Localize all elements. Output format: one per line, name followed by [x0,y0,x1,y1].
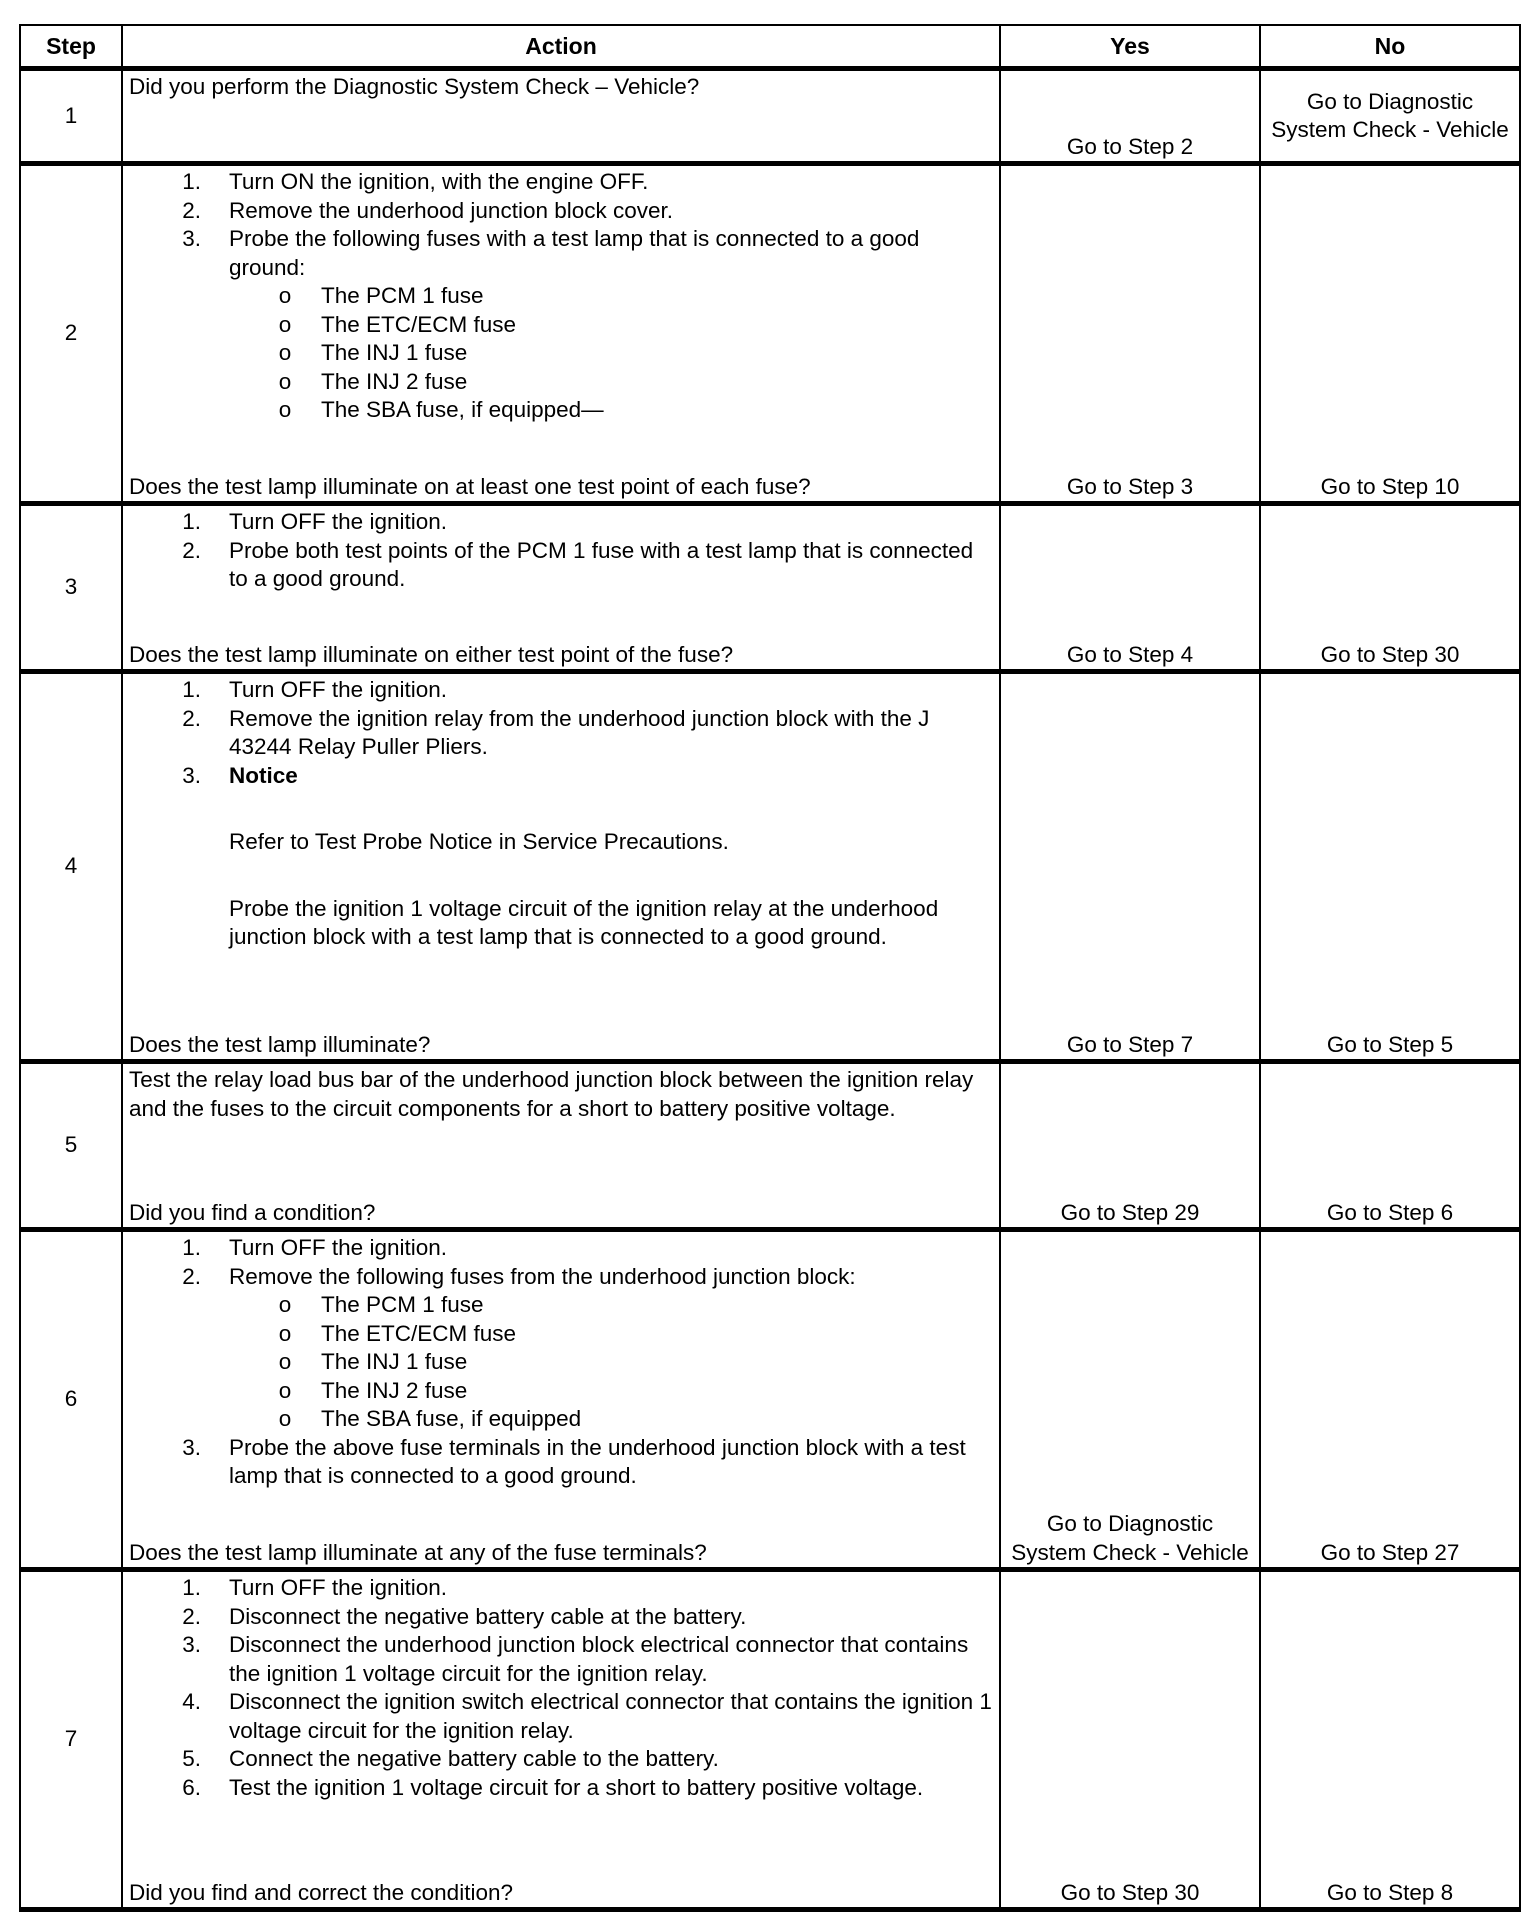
table-row [20,672,1520,1062]
list-item: o The PCM 1 fuse [278,283,484,308]
header-step: Step [20,25,122,69]
step-number: 5 [20,1062,122,1230]
step-number: 6 [20,1230,122,1570]
no-cell: Go to Step 10 [1260,164,1520,504]
instruction-list [129,1574,993,1802]
list-item: 1. Turn OFF the ignition. [182,509,448,534]
yes-cell: Go to Step 30 [1000,1570,1260,1910]
table-row [20,69,1520,164]
list-item: 4. Disconnect the ignition switch electrical connector that contains the ignition 1 voltage circuit for the ignition relay. [182,1689,992,1743]
table-header-row [20,25,1520,69]
list-item: 1. Turn OFF the ignition. [182,1575,448,1600]
list-item: 2. Remove the underhood junction block cover. [182,197,674,223]
list-item: 3. Disconnect the underhood junction block electrical connector that contains the ignition 1 voltage circuit for the ignition relay. [182,1632,969,1686]
action-question: Does the test lamp illuminate on either test point of the fuse? [129,641,734,667]
list-item: 1. Turn ON the ignition, with the engine OFF. [182,169,649,194]
yes-cell: Go to Step 4 [1000,504,1260,672]
list-item: 1. Turn OFF the ignition. [182,677,448,702]
action-question: Did you find and correct the condition? [129,1879,513,1905]
step-number: 3 [20,504,122,672]
probe-instruction: Probe the ignition 1 voltage circuit of the ignition relay at the underhood junction block with a test lamp that is connected to a good ground. [229,895,939,949]
action-question: Did you perform the Diagnostic System Check – Vehicle? [129,74,700,99]
list-item: o The INJ 2 fuse [278,368,468,394]
no-cell: Go to Step 6 [1260,1062,1520,1230]
list-item: 2. Remove the following fuses from the underhood junction block: o The PCM 1 fuse o The ETC/ECM fuse o The INJ 1 fuse o The INJ 2 fuse o The SBA fuse, if equipped [129,1263,993,1434]
no-cell: Go to Step 8 [1260,1570,1520,1910]
action-question: Did you find a condition? [129,1199,376,1225]
header-yes: Yes [1000,25,1260,69]
no-cell: Go to Step 30 [1260,504,1520,672]
list-item: 5. Connect the negative battery cable to the battery. [182,1746,719,1771]
yes-cell: Go to Step 2 [1000,69,1260,164]
fuse-list [229,282,993,425]
no-cell: Go to Diagnostic System Check - Vehicle [1260,69,1520,164]
action-cell [122,1230,1000,1570]
diagnostic-table [19,24,1521,1912]
action-cell [122,1062,1000,1230]
instruction-list [129,1234,993,1491]
list-item: o The PCM 1 fuse [278,1292,484,1317]
yes-cell: Go to Diagnostic System Check - Vehicle [1000,1230,1260,1570]
list-item: 1. Turn OFF the ignition. [182,1235,448,1260]
list-item: o The INJ 1 fuse [278,1349,468,1374]
step-number: 2 [20,164,122,504]
instruction-list [129,676,993,790]
list-item: o The INJ 1 fuse [278,340,468,365]
list-item: o The SBA fuse, if equipped— [278,397,604,422]
list-item: 2. Probe both test points of the PCM 1 fuse with a test lamp that is connected to a good ground. [182,537,974,591]
header-no: No [1260,25,1520,69]
list-item: 3. Notice [182,762,298,788]
list-item: 3. Probe the following fuses with a test lamp that is connected to a good ground: o The PCM 1 fuse o The ETC/ECM fuse o The INJ 1 fuse o The INJ 2 fuse o The SBA fuse, if equipped— [129,225,993,425]
step-number: 4 [20,672,122,1062]
yes-cell: Go to Step 29 [1000,1062,1260,1230]
action-cell [122,672,1000,1062]
instruction-list [129,168,993,425]
list-item: 2. Remove the ignition relay from the underhood junction block with the J 43244 Relay Puller Pliers. [182,705,930,759]
action-instruction: Test the relay load bus bar of the underhood junction block between the ignition relay and the fuses to the circuit components for a short to battery positive voltage. [129,1067,974,1121]
table-row [20,1570,1520,1910]
action-cell [122,504,1000,672]
table-row [20,504,1520,672]
yes-cell: Go to Step 7 [1000,672,1260,1062]
list-item: o The ETC/ECM fuse [278,1320,517,1346]
table-row [20,1062,1520,1230]
yes-cell: Go to Step 3 [1000,164,1260,504]
table-row [20,1230,1520,1570]
list-item: 6. Test the ignition 1 voltage circuit for a short to battery positive voltage. [182,1774,924,1800]
action-question: Does the test lamp illuminate? [129,1031,431,1057]
no-cell: Go to Step 27 [1260,1230,1520,1570]
notice-text: Refer to Test Probe Notice in Service Precautions. [229,829,729,854]
action-cell [122,1570,1000,1910]
instruction-list [129,508,993,594]
action-question: Does the test lamp illuminate on at least one test point of each fuse? [129,473,811,499]
header-action: Action [122,25,1000,69]
step-number: 7 [20,1570,122,1910]
table-row [20,164,1520,504]
list-item: 3. Probe the above fuse terminals in the underhood junction block with a test lamp that is connected to a good ground. [182,1434,966,1488]
action-cell [122,69,1000,164]
step-number: 1 [20,69,122,164]
no-cell: Go to Step 5 [1260,672,1520,1062]
list-item: o The INJ 2 fuse [278,1377,468,1403]
fuse-list [229,1291,993,1434]
list-item: 2. Disconnect the negative battery cable at the battery. [182,1603,747,1629]
action-question: Does the test lamp illuminate at any of the fuse terminals? [129,1539,707,1565]
list-item: o The ETC/ECM fuse [278,311,517,337]
list-item: o The SBA fuse, if equipped [278,1406,582,1431]
action-cell [122,164,1000,504]
